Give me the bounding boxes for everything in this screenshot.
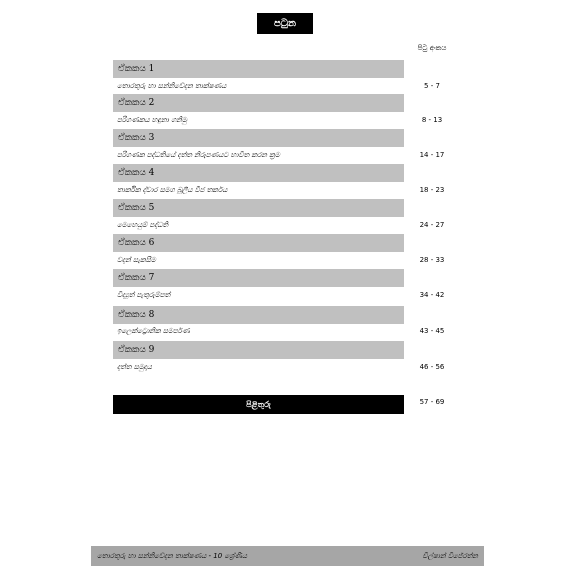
unit-heading: ඒකකය 8	[113, 306, 404, 324]
page-footer	[91, 546, 484, 566]
unit-heading: ඒකකය 3	[113, 129, 404, 147]
footer-subject: තොරතුරු හා සන්නිවේදන තාක්ෂණය - 10 ශ්‍රේණිය	[97, 551, 248, 560]
footer-author: චිල්ෂාන් විජේරත්න	[422, 551, 478, 560]
unit-pages: 46 - 56	[419, 363, 445, 371]
unit-pages: 14 - 17	[419, 151, 445, 159]
answers-pages: 57 - 69	[419, 398, 445, 406]
unit-topic[interactable]: තාර්කික ද්වාර සමග බූලීය වීජ තර්කය	[117, 186, 228, 194]
unit-pages: 5 - 7	[424, 82, 440, 90]
unit-topic[interactable]: පරිගණක පද්ධතියේ දත්ත නිරූපණයට භාවිත කරන ක්‍රම	[117, 151, 280, 159]
unit-topic[interactable]: පරිගණකය හඳුනා ගනිමු	[117, 116, 187, 124]
unit-topic[interactable]: දත්ත සමුදාය	[117, 363, 152, 371]
unit-heading: ඒකකය 2	[113, 94, 404, 112]
unit-pages: 18 - 23	[419, 186, 445, 194]
unit-topic[interactable]: තොරතුරු හා සන්නිවේදන තාක්ෂණය	[117, 82, 227, 90]
toc-title: පටුන	[257, 13, 313, 34]
unit-heading: ඒකකය 1	[113, 60, 404, 78]
unit-pages: 34 - 42	[419, 291, 445, 299]
unit-pages: 24 - 27	[419, 221, 445, 229]
unit-heading: ඒකකය 7	[113, 269, 404, 287]
unit-topic[interactable]: විද්‍යුත් පැතුරුම්පත්	[117, 291, 171, 299]
unit-pages: 43 - 45	[419, 327, 445, 335]
unit-topic[interactable]: මෙහෙයුම් පද්ධති	[117, 221, 169, 229]
unit-heading: ඒකකය 4	[113, 164, 404, 182]
unit-heading: ඒකකය 9	[113, 341, 404, 359]
page-number-column-header: පිටු අංකය	[417, 44, 447, 52]
unit-topic[interactable]: ඉලෙක්ට්‍රොනික සමර්පණ	[117, 327, 190, 335]
unit-pages: 28 - 33	[419, 256, 445, 264]
answers-heading[interactable]: පිළිතුරු	[113, 395, 404, 414]
unit-heading: ඒකකය 5	[113, 199, 404, 217]
unit-topic[interactable]: වදන් සැකසීම	[117, 256, 156, 264]
unit-heading: ඒකකය 6	[113, 234, 404, 252]
unit-pages: 8 - 13	[421, 116, 443, 124]
